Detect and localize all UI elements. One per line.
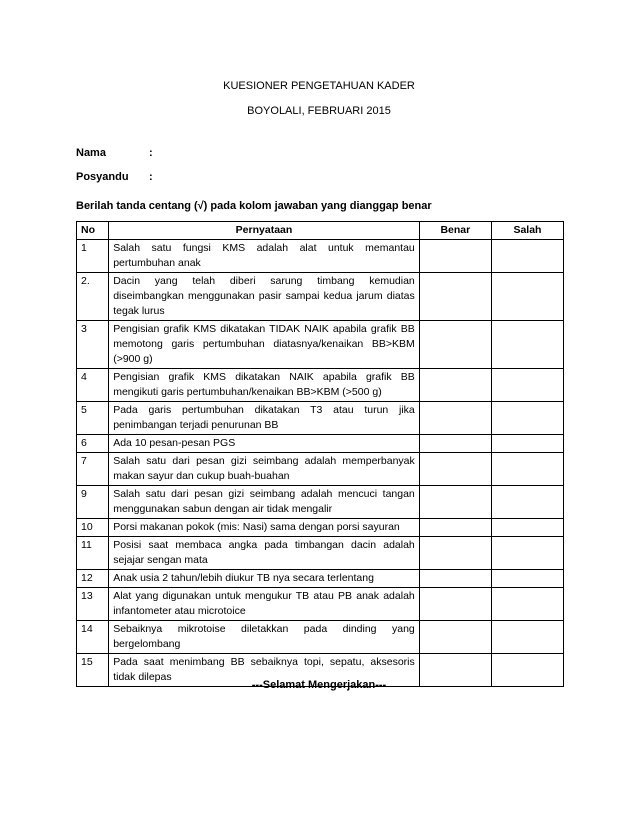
row-statement: Porsi makanan pokok (mis: Nasi) sama dengan porsi sayuran [109,519,420,537]
nama-field [76,147,153,159]
nama-label: Nama [76,147,106,159]
salah-answer-cell[interactable] [491,570,563,588]
posyandu-label: Posyandu [76,171,129,183]
row-statement: Anak usia 2 tahun/lebih diukur TB nya secara terlentang [109,570,420,588]
row-statement: Alat yang digunakan untuk mengukur TB atau PB anak adalah infantometer atau microtoice [109,588,420,621]
row-number: 11 [77,537,109,570]
row-number: 12 [77,570,109,588]
table-row [77,486,564,519]
benar-answer-cell[interactable] [419,369,491,402]
row-statement: Pada saat menimbang BB sebaiknya topi, sepatu, aksesoris tidak dilepas [109,654,420,687]
salah-answer-cell[interactable] [491,369,563,402]
salah-answer-cell[interactable] [491,435,563,453]
benar-answer-cell[interactable] [419,240,491,273]
header-no: No [77,222,109,240]
table-row [77,537,564,570]
table-header-row [77,222,564,240]
salah-answer-cell[interactable] [491,402,563,435]
benar-answer-cell[interactable] [419,519,491,537]
row-number: 1 [77,240,109,273]
instruction-text: Berilah tanda centang (√) pada kolom jawaban yang dianggap benar [76,200,432,212]
benar-answer-cell[interactable] [419,273,491,321]
row-statement: Ada 10 pesan-pesan PGS [109,435,420,453]
row-number: 14 [77,621,109,654]
row-number: 6 [77,435,109,453]
questionnaire-table [76,221,564,687]
benar-answer-cell[interactable] [419,588,491,621]
row-number: 4 [77,369,109,402]
row-statement: Dacin yang telah diberi sarung timbang kemudian diseimbangkan menggunakan pasir sampai kedua jarum diatas tegak lurus [109,273,420,321]
document-title: KUESIONER PENGETAHUAN KADER [223,80,415,92]
row-statement: Salah satu dari pesan gizi seimbang adalah mencuci tangan menggunakan sabun dengan air tidak mengalir [109,486,420,519]
row-statement: Salah satu fungsi KMS adalah alat untuk memantau pertumbuhan anak [109,240,420,273]
salah-answer-cell[interactable] [491,453,563,486]
table-row [77,369,564,402]
table-row [77,402,564,435]
salah-answer-cell[interactable] [491,240,563,273]
document-subtitle: BOYOLALI, FEBRUARI 2015 [247,105,391,117]
table-row [77,453,564,486]
row-number: 10 [77,519,109,537]
closing-text: ---Selamat Mengerjakan--- [251,679,387,691]
row-number: 2. [77,273,109,321]
row-number: 15 [77,654,109,687]
benar-answer-cell[interactable] [419,537,491,570]
posyandu-colon: : [149,171,153,183]
benar-answer-cell[interactable] [419,570,491,588]
row-statement: Posisi saat membaca angka pada timbangan dacin adalah sejajar sengan mata [109,537,420,570]
salah-answer-cell[interactable] [491,321,563,369]
row-number: 3 [77,321,109,369]
benar-answer-cell[interactable] [419,453,491,486]
row-statement: Salah satu dari pesan gizi seimbang adalah memperbanyak makan sayur dan cukup buah-buahan [109,453,420,486]
row-statement: Pada garis pertumbuhan dikatakan T3 atau turun jika penimbangan terjadi penurunan BB [109,402,420,435]
benar-answer-cell[interactable] [419,402,491,435]
row-number: 13 [77,588,109,621]
row-statement: Pengisian grafik KMS dikatakan NAIK apabila grafik BB mengikuti garis pertumbuhan/kenaikan BB>KBM (>500 g) [109,369,420,402]
salah-answer-cell[interactable] [491,588,563,621]
header-benar: Benar [419,222,491,240]
salah-answer-cell[interactable] [491,273,563,321]
header-salah: Salah [491,222,563,240]
row-statement: Sebaiknya mikrotoise diletakkan pada dinding yang bergelombang [109,621,420,654]
table-row [77,570,564,588]
table-row [77,435,564,453]
salah-answer-cell[interactable] [491,519,563,537]
table-row [77,588,564,621]
benar-answer-cell[interactable] [419,486,491,519]
header-pernyataan: Pernyataan [109,222,420,240]
salah-answer-cell[interactable] [491,537,563,570]
table-row [77,621,564,654]
salah-answer-cell[interactable] [491,486,563,519]
table-row [77,519,564,537]
table-row [77,321,564,369]
benar-answer-cell[interactable] [419,621,491,654]
nama-colon: : [149,147,153,159]
benar-answer-cell[interactable] [419,321,491,369]
posyandu-field [76,171,153,183]
row-number: 7 [77,453,109,486]
table-row [77,240,564,273]
row-number: 9 [77,486,109,519]
salah-answer-cell[interactable] [491,621,563,654]
row-statement: Pengisian grafik KMS dikatakan TIDAK NAIK apabila grafik BB memotong garis pertumbuhan diatasnya/kenaikan BB>KBM (>900 g) [109,321,420,369]
benar-answer-cell[interactable] [419,435,491,453]
table-row [77,273,564,321]
row-number: 5 [77,402,109,435]
